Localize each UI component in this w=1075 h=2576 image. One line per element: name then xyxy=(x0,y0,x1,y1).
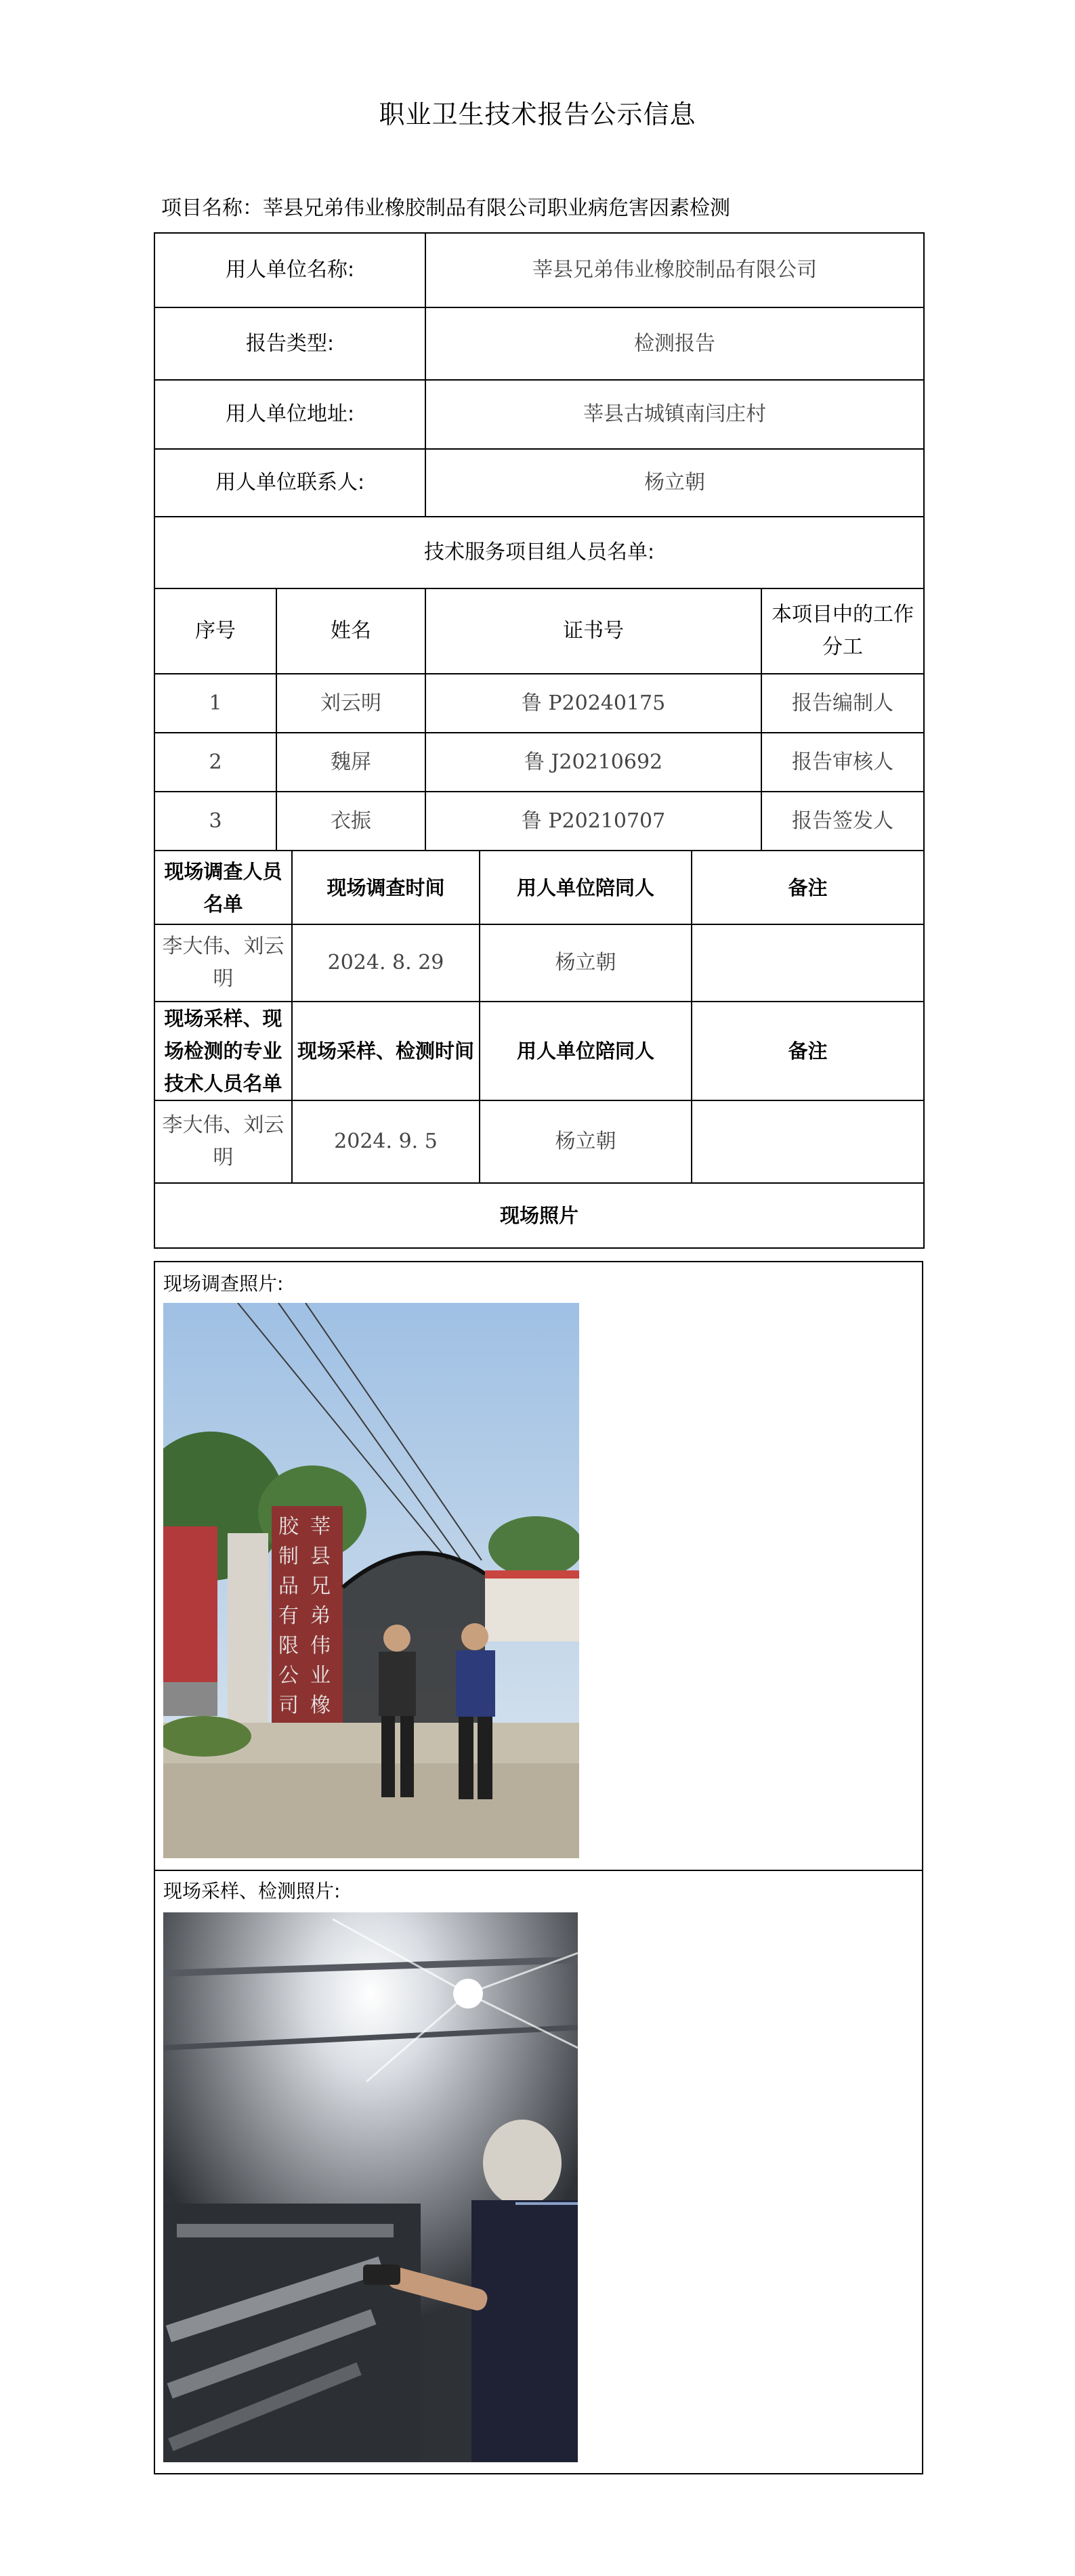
survey-staff: 李大伟、刘云明 xyxy=(154,924,292,1002)
project-name: 项目名称：莘县兄弟伟业橡胶制品有限公司职业病危害因素检测 xyxy=(161,196,730,220)
page-title: 职业卫生技术报告公示信息 xyxy=(379,100,696,129)
sampling-time: 2024. 9. 5 xyxy=(292,1100,480,1183)
team-row-no: 2 xyxy=(154,733,276,792)
survey-remark xyxy=(692,924,924,1002)
team-row-name: 衣振 xyxy=(276,792,425,851)
team-row-cert: 鲁 P20210707 xyxy=(425,792,761,851)
team-row-name: 魏屏 xyxy=(276,733,425,792)
address-value: 莘县古城镇南闫庄村 xyxy=(425,380,924,449)
survey-header-escort: 用人单位陪同人 xyxy=(480,851,692,924)
employer-name-label: 用人单位名称: xyxy=(154,233,425,307)
team-header-no: 序号 xyxy=(154,588,276,674)
survey-photo xyxy=(163,1303,579,1858)
survey-header-staff: 现场调查人员名单 xyxy=(154,851,292,924)
address-label: 用人单位地址: xyxy=(154,380,425,449)
team-row-no: 3 xyxy=(154,792,276,851)
sampling-header-remark: 备注 xyxy=(692,1002,924,1100)
sampling-header-time: 现场采样、检测时间 xyxy=(292,1002,480,1100)
team-row-name: 刘云明 xyxy=(276,674,425,733)
survey-header-remark: 备注 xyxy=(692,851,924,924)
team-row-role: 报告签发人 xyxy=(761,792,924,851)
team-header-name: 姓名 xyxy=(276,588,425,674)
team-header-cert: 证书号 xyxy=(425,588,761,674)
sampling-escort: 杨立朝 xyxy=(480,1100,692,1183)
sampling-staff: 李大伟、刘云明 xyxy=(154,1100,292,1183)
gate-sign-text: 莘县兄弟伟业橡胶制品有限公司 xyxy=(278,1515,331,1717)
team-row-no: 1 xyxy=(154,674,276,733)
team-row-role: 报告审核人 xyxy=(761,733,924,792)
team-title: 技术服务项目组人员名单: xyxy=(154,517,924,588)
table-row xyxy=(154,674,924,733)
sampling-photo-label: 现场采样、检测照片: xyxy=(163,1880,341,1902)
table-row xyxy=(154,792,924,851)
survey-time: 2024. 8. 29 xyxy=(292,924,480,1002)
report-type-label: 报告类型: xyxy=(154,307,425,380)
contact-label: 用人单位联系人: xyxy=(154,449,425,517)
sampling-remark xyxy=(692,1100,924,1183)
team-row-cert: 鲁 P20240175 xyxy=(425,674,761,733)
team-header-role: 本项目中的工作分工 xyxy=(761,588,924,674)
photo-section xyxy=(154,1261,923,2474)
table-row xyxy=(154,733,924,792)
team-row-role: 报告编制人 xyxy=(761,674,924,733)
sampling-photo xyxy=(163,1912,578,2462)
employer-name-value: 莘县兄弟伟业橡胶制品有限公司 xyxy=(425,233,924,307)
report-info-table xyxy=(154,232,925,1249)
photos-title: 现场照片 xyxy=(154,1183,924,1248)
team-row-cert: 鲁 J20210692 xyxy=(425,733,761,792)
sampling-header-escort: 用人单位陪同人 xyxy=(480,1002,692,1100)
sampling-header-staff: 现场采样、现场检测的专业技术人员名单 xyxy=(154,1002,292,1100)
photo-divider xyxy=(155,1870,922,1871)
report-type-value: 检测报告 xyxy=(425,307,924,380)
contact-value: 杨立朝 xyxy=(425,449,924,517)
survey-escort: 杨立朝 xyxy=(480,924,692,1002)
survey-photo-label: 现场调查照片: xyxy=(163,1272,284,1295)
survey-header-time: 现场调查时间 xyxy=(292,851,480,924)
